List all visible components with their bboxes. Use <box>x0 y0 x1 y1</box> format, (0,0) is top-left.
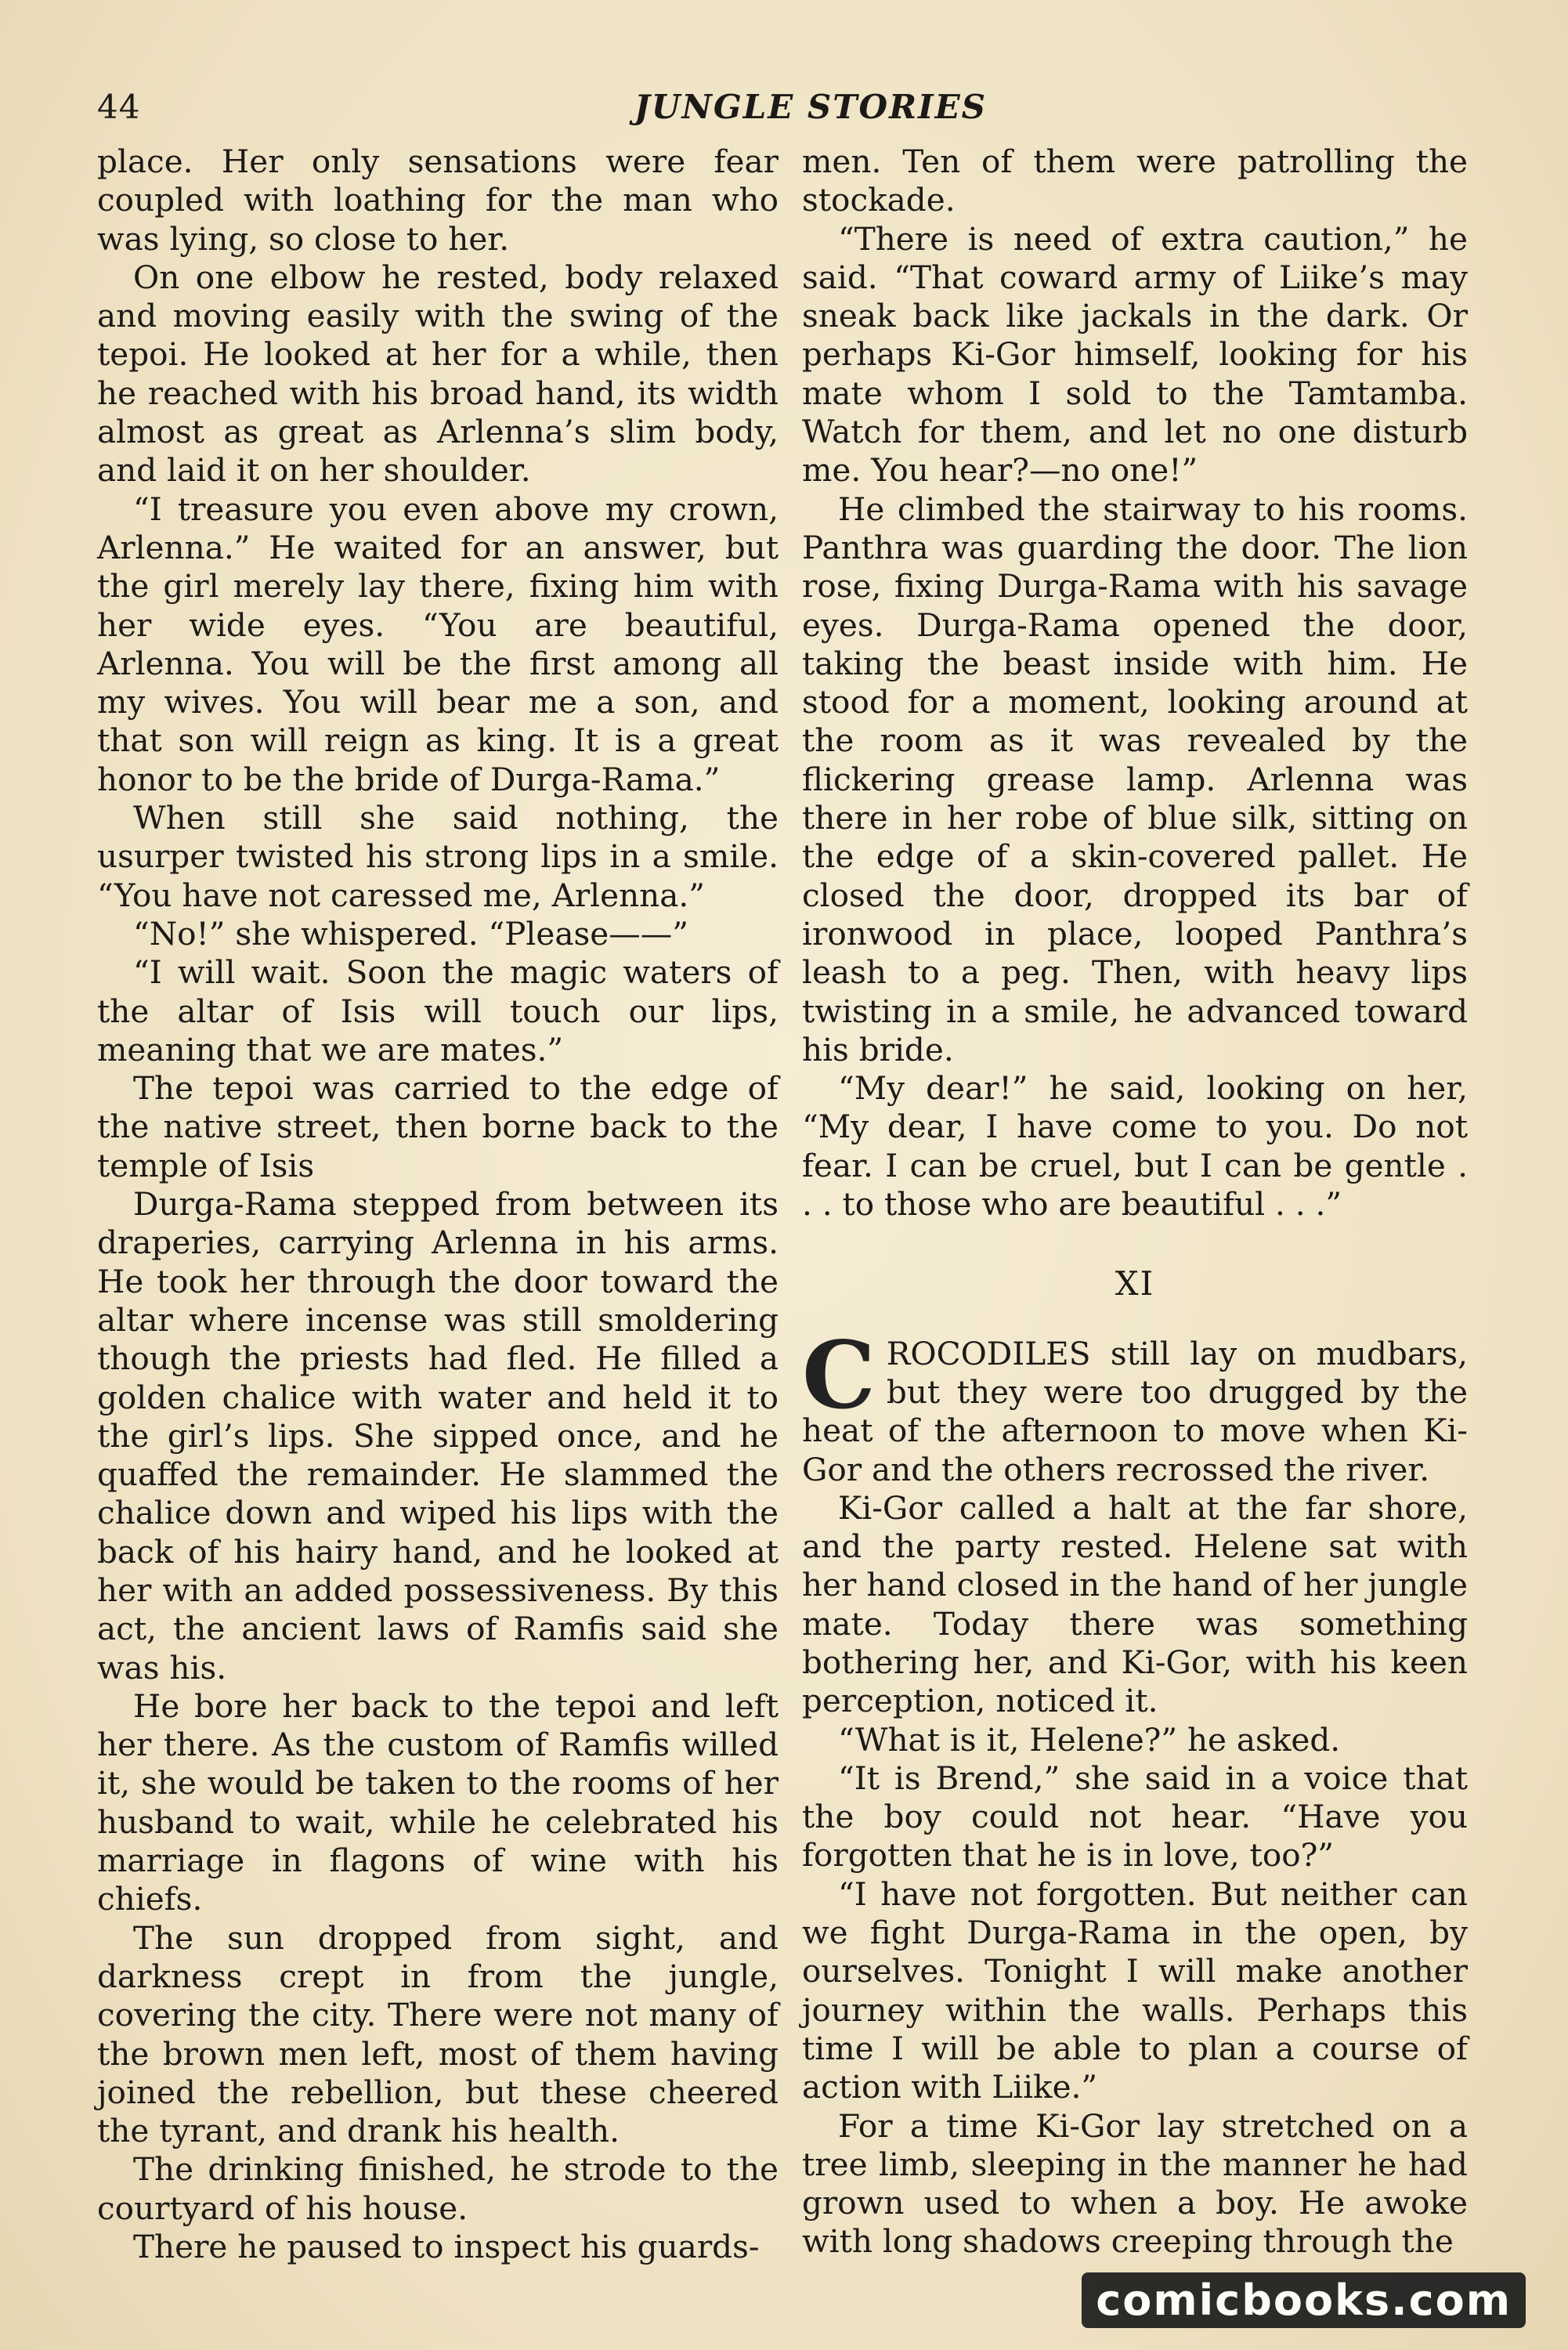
paragraph: “I will wait. Soon the magic waters of the altar of Isis will touch our lips, meaning that we are mates.” <box>97 953 779 1068</box>
paragraph: men. Ten of them were patrolling the stockade. <box>802 143 1468 219</box>
right-column <box>802 143 1468 2261</box>
paragraph: “There is need of extra caution,” he said. “That coward army of Liike’s may sneak back like jackals in the dark. Or perhaps Ki-Gor himself, looking for his mate whom I sold to the Tamtamba. Watch for them, and let no one disturb me. You hear?—no one!” <box>802 219 1468 490</box>
paragraph: place. Her only sensations were fear coupled with loathing for the man who was lying, so close to her. <box>97 143 779 258</box>
page-header <box>97 88 1482 135</box>
paragraph: He bore her back to the tepoi and left her there. As the custom of Ramfis willed it, she would be taken to the rooms of her husband to wait, while he celebrated his marriage in flagons of wine with his chiefs. <box>97 1687 779 1918</box>
drop-cap: C <box>802 1320 876 1430</box>
paragraph: The sun dropped from sight, and darkness crept in from the jungle, covering the city. There were not many of the brown men left, most of them having joined the rebellion, but these cheered the tyrant, and drank his health. <box>97 1918 779 2150</box>
chapter-heading: XI <box>1115 1264 1155 1303</box>
paragraph: He climbed the stairway to his rooms. Panthra was guarding the door. The lion rose, fixing Durga-Rama with his savage eyes. Durga-Rama opened the door, taking the beast inside with him. He stood for a moment, looking around at the room as it was revealed by the flickering grease lamp. Arlenna was there in her robe of blue silk, sitting on the edge of a skin-covered pallet. He closed the door, dropped its bar of ironwood in place, looped Panthra’s leash to a peg. Then, with heavy lips twisting in a smile, he advanced toward his bride. <box>802 490 1468 1068</box>
chapter-opening-paragraph <box>802 1320 1468 1489</box>
paragraph: For a time Ki-Gor lay stretched on a tree limb, sleeping in the manner he had grown used to when a boy. He awoke with long shadows creeping through the <box>802 2106 1468 2261</box>
paragraph: Durga-Rama stepped from between its draperies, carrying Arlenna in his arms. He took her through the door toward the altar where incense was still smoldering though the priests had fled. He filled a golden chalice with water and held it to the girl’s lips. She sipped once, and he quaffed the remainder. He slammed the chalice down and wiped his lips with the back of his hairy hand, and he looked at her with an added possessiveness. By this act, the ancient laws of Ramfis said she was his. <box>97 1185 779 1687</box>
paragraph: “It is Brend,” she said in a voice that the boy could not hear. “Have you forgotten that he is in love, too?” <box>802 1759 1468 1875</box>
paragraph: “What is it, Helene?” he asked. <box>838 1720 1341 1759</box>
paragraph: “I have not forgotten. But neither can we fight Durga-Rama in the open, by ourselves. Tonight I will make another journey within the walls. Perhaps this time I will be able to plan a course of action with Liike.” <box>802 1875 1468 2106</box>
paragraph: “My dear!” he said, looking on her, “My dear, I have come to you. Do not fear. I can be cruel, but I can be gentle . . . to those who are beautiful . . .” <box>802 1069 1468 1224</box>
paragraph: “I treasure you even above my crown, Arlenna.” He waited for an answer, but the girl merely lay there, fixing him with her wide eyes. “You are beautiful, Arlenna. You will be the first among all my wives. You will bear me a son, and that son will reign as king. It is a great honor to be the bride of Durga-Rama.” <box>97 490 779 798</box>
paragraph: There he paused to inspect his guards- <box>133 2228 760 2266</box>
paragraph: On one elbow he rested, body relaxed and moving easily with the swing of the tepoi. He looked at her for a while, then he reached with his broad hand, its width almost as great as Arlenna’s slim body, and laid it on her shoulder. <box>97 258 779 490</box>
left-column <box>97 143 779 2266</box>
running-title: JUNGLE STORIES <box>634 88 987 126</box>
paragraph: The tepoi was carried to the edge of the native street, then borne back to the temple of Isis <box>97 1069 779 1184</box>
drop-cap-text: ROCODILES still lay on mudbars, but they were too drugged by the heat of the afternoon to move when Ki-Gor and the others recrossed the river. <box>802 1334 1468 1488</box>
paragraph: The drinking finished, he strode to the courtyard of his house. <box>97 2150 779 2227</box>
paragraph: When still she said nothing, the usurper twisted his strong lips in a smile. “You have not caressed me, Arlenna.” <box>97 799 779 914</box>
paragraph: Ki-Gor called a halt at the far shore, and the party rested. Helene sat with her hand closed in the hand of her jungle mate. Today there was something bothering her, and Ki-Gor, with his keen perception, noticed it. <box>802 1488 1468 1720</box>
site-watermark: comicbooks.com <box>1082 2272 1526 2328</box>
paragraph: “No!” she whispered. “Please——” <box>133 914 688 953</box>
page-number: 44 <box>97 88 141 126</box>
